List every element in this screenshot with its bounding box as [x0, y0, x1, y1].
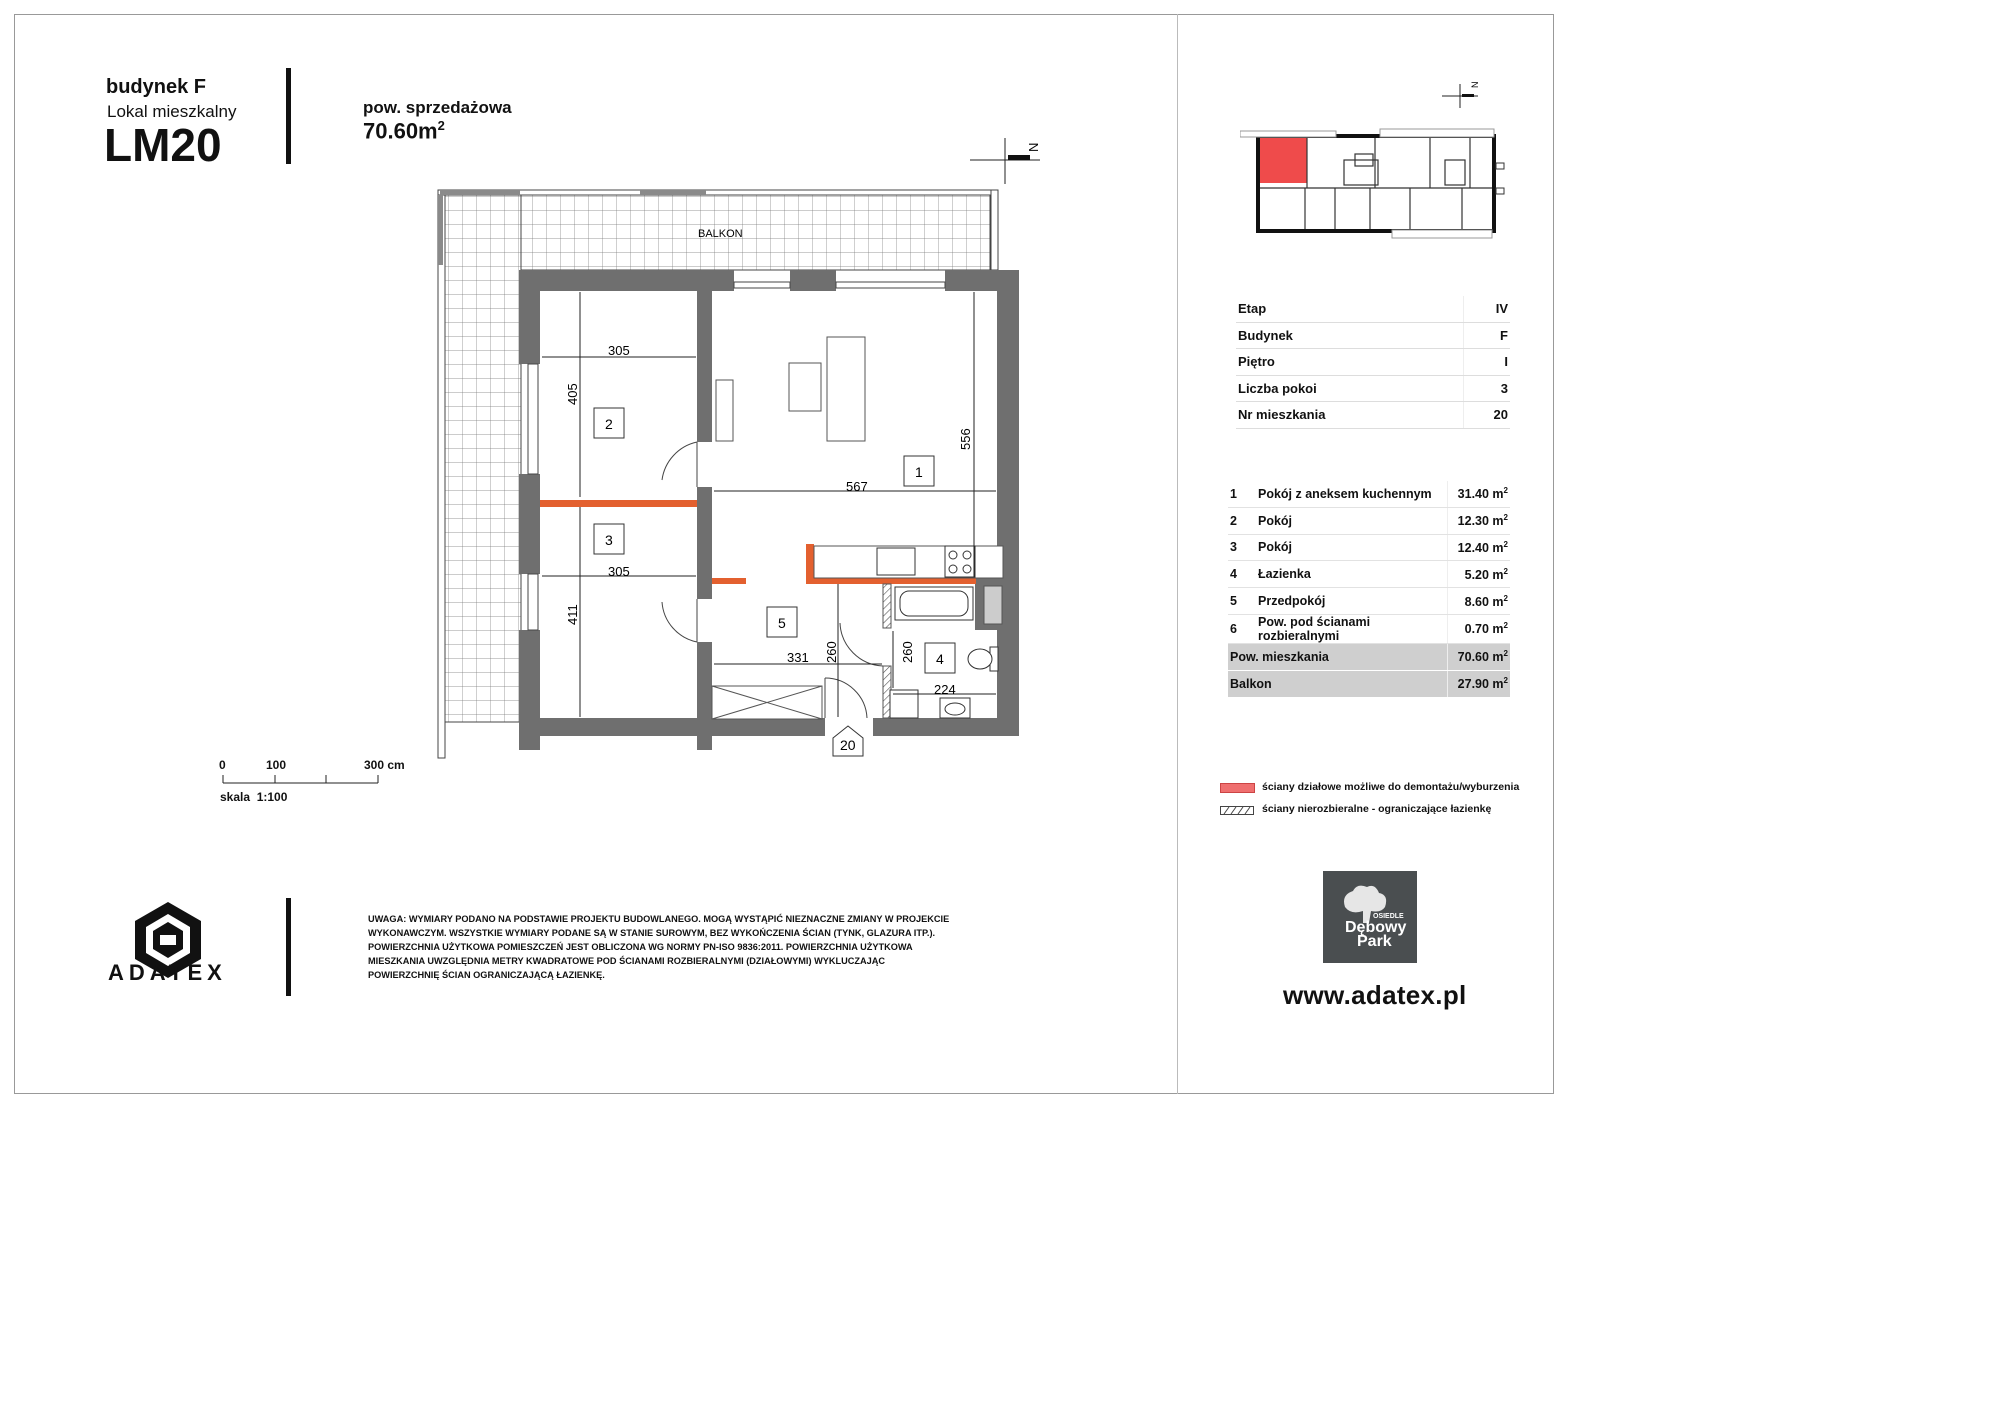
room-area-unit: 2	[1503, 513, 1508, 523]
total-row-apartment	[1228, 643, 1510, 670]
room-number-boxes	[594, 408, 955, 673]
room-area-unit: 2	[1503, 593, 1508, 603]
dim-room2-width: 305	[608, 343, 630, 358]
logo-line3: Park	[1357, 933, 1392, 950]
total-name: Balkon	[1228, 670, 1448, 697]
room-name: Pow. pod ścianami rozbieralnymi	[1256, 614, 1448, 643]
room-area-unit: 2	[1503, 539, 1508, 549]
room-area-number: 31.40 m	[1457, 487, 1504, 502]
dim-hall-depth: 260	[824, 641, 839, 663]
table-row	[1228, 614, 1510, 643]
sales-area-unit: 2	[437, 118, 445, 133]
table-row	[1228, 481, 1510, 507]
key-plan-highlight	[1260, 138, 1307, 183]
company-name: ADATEX	[108, 960, 227, 985]
table-row	[1228, 561, 1510, 588]
info-value: 3	[1463, 375, 1510, 402]
tv-cabinet-icon	[716, 380, 733, 441]
footer-separator	[286, 898, 291, 996]
room-name: Łazienka	[1256, 561, 1448, 588]
room-area-unit: 2	[1503, 621, 1508, 631]
sales-area-number: 70.60m	[363, 118, 438, 144]
total-name: Pow. mieszkania	[1228, 643, 1448, 670]
room-3-number: 3	[605, 532, 613, 548]
unit-code: LM20	[104, 119, 222, 171]
table-row	[1228, 588, 1510, 615]
key-plan-north-arrow	[1442, 82, 1480, 109]
dim-bath-width: 224	[934, 682, 956, 697]
room-name: Przedpokój	[1256, 588, 1448, 615]
toilet-icon	[968, 649, 992, 669]
room-area	[1448, 614, 1511, 643]
total-area-number: 27.90 m	[1457, 677, 1504, 692]
info-label: Nr mieszkania	[1236, 402, 1463, 429]
info-row-building	[1236, 322, 1510, 349]
entrance-number: 20	[840, 737, 856, 753]
cooktop-icon	[945, 546, 975, 577]
info-row-rooms	[1236, 375, 1510, 402]
room-name: Pokój	[1256, 534, 1448, 561]
logo-line2: Dębowy	[1345, 919, 1407, 936]
info-value: I	[1463, 349, 1510, 376]
info-row-apartment-number	[1236, 402, 1510, 429]
legend-text-hatch: ściany nierozbieralne - ograniczające łazienkę	[1262, 803, 1492, 815]
dim-room1-depth: 556	[958, 428, 973, 450]
room-area	[1448, 481, 1511, 507]
legend-swatch-hatch	[1220, 806, 1254, 815]
legend-swatch-removable	[1220, 783, 1255, 793]
dim-room2-depth: 405	[565, 383, 580, 405]
unit-type-label: Lokal mieszkalny	[107, 102, 237, 121]
logo-line1: OSIEDLE	[1373, 913, 1404, 920]
scale-label: skala 1:100	[220, 790, 288, 804]
room-num: 1	[1228, 481, 1256, 507]
room-5-number: 5	[778, 615, 786, 631]
room-area	[1448, 534, 1511, 561]
building-label: budynek F	[106, 76, 207, 98]
info-row-stage	[1236, 296, 1510, 322]
room-area-number: 5.20 m	[1464, 567, 1504, 582]
coffee-table-icon	[789, 363, 821, 411]
room-area-number: 0.70 m	[1464, 622, 1504, 637]
scale-tick-0: 0	[219, 758, 226, 772]
info-value: 20	[1463, 402, 1510, 429]
dim-bath-depth: 260	[900, 641, 915, 663]
sink-icon	[877, 548, 915, 575]
unit-info-table	[1236, 296, 1510, 429]
room-area	[1448, 561, 1511, 588]
total-area	[1448, 643, 1511, 670]
info-row-floor	[1236, 349, 1510, 376]
room-area	[1448, 507, 1511, 534]
room-num: 6	[1228, 614, 1256, 643]
dim-room1-width: 567	[846, 479, 868, 494]
total-row-balcony	[1228, 670, 1510, 697]
room-name: Pokój z aneksem kuchennym	[1256, 481, 1448, 507]
balcony-label: BALKON	[698, 228, 743, 240]
info-label: Budynek	[1236, 322, 1463, 349]
key-plan-north-label: N	[1470, 81, 1480, 88]
info-label: Piętro	[1236, 349, 1463, 376]
total-area-unit: 2	[1503, 676, 1508, 686]
bathtub-icon	[895, 587, 973, 620]
room-1-number: 1	[915, 464, 923, 480]
entrance-marker	[833, 726, 863, 756]
total-area-unit: 2	[1503, 649, 1508, 659]
room-area-number: 8.60 m	[1464, 594, 1504, 609]
table-row	[1228, 534, 1510, 561]
north-arrow	[970, 138, 1041, 184]
room-area	[1448, 588, 1511, 615]
sofa-icon	[827, 337, 865, 441]
website-link[interactable]: www.adatex.pl	[1283, 980, 1467, 1010]
room-4-number: 4	[936, 651, 944, 667]
table-row	[1228, 507, 1510, 534]
info-value: IV	[1463, 296, 1510, 322]
info-label: Liczba pokoi	[1236, 375, 1463, 402]
room-area-unit: 2	[1503, 566, 1508, 576]
info-label: Etap	[1236, 296, 1463, 322]
room-num: 2	[1228, 507, 1256, 534]
info-value: F	[1463, 322, 1510, 349]
room-num: 4	[1228, 561, 1256, 588]
dim-hall-width: 331	[787, 650, 809, 665]
room-name: Pokój	[1256, 507, 1448, 534]
walls	[519, 270, 1019, 750]
disclaimer-note: UWAGA: WYMIARY PODANO NA PODSTAWIE PROJEKTU BUDOWLANEGO. MOGĄ WYSTĄPIĆ NIEZNACZNE ZMIANY W PROJEKCIE WYKONAWCZYM. WSZYSTKIE WYMIARY PODANE SĄ W STANIE SUROWYM, BEZ WYKOŃCZENIA ŚCIAN (TYNK, GLAZURA ITP.). POWIERZCHNIA UŻYTKOWA POMIESZCZEŃ JEST OBLICZONA WG NORMY PN-ISO 9836:2011. POWIERZCHNIA UŻYTKOWA MIESZKANIA UWZGLĘDNIA METRY KWADRATOWE POD ŚCIANAMI ROZBIERALNYMI (DZIAŁOWYMI) WYKLUCZAJĄC POWIERZCHNIĘ ŚCIAN OGRANICZAJĄCĄ ŁAZIENKĘ.	[368, 914, 950, 980]
room-num: 5	[1228, 588, 1256, 615]
dim-room3-depth: 411	[565, 604, 580, 625]
sales-area-label: pow. sprzedażowa	[363, 98, 512, 117]
room-area-unit: 2	[1503, 486, 1508, 496]
right-panel-divider	[1177, 14, 1178, 1094]
dimension-labels	[565, 343, 973, 697]
scale-bar	[223, 775, 378, 783]
north-label: N	[1026, 142, 1041, 152]
room-2-number: 2	[605, 416, 613, 432]
room-num: 3	[1228, 534, 1256, 561]
total-area-number: 70.60 m	[1457, 650, 1504, 665]
total-area	[1448, 670, 1511, 697]
room-area-number: 12.40 m	[1457, 541, 1504, 556]
scale-tick-100: 100	[266, 758, 287, 772]
legend-text-removable: ściany działowe możliwe do demontażu/wyburzenia	[1262, 781, 1520, 793]
rooms-area-table	[1228, 481, 1510, 698]
dim-room3-width: 305	[608, 564, 630, 579]
room-area-number: 12.30 m	[1457, 514, 1504, 529]
debowy-park-logo	[1323, 871, 1417, 963]
scale-tick-300: 300 cm	[364, 758, 405, 772]
key-plan	[1240, 78, 1510, 248]
removable-walls	[540, 500, 746, 584]
